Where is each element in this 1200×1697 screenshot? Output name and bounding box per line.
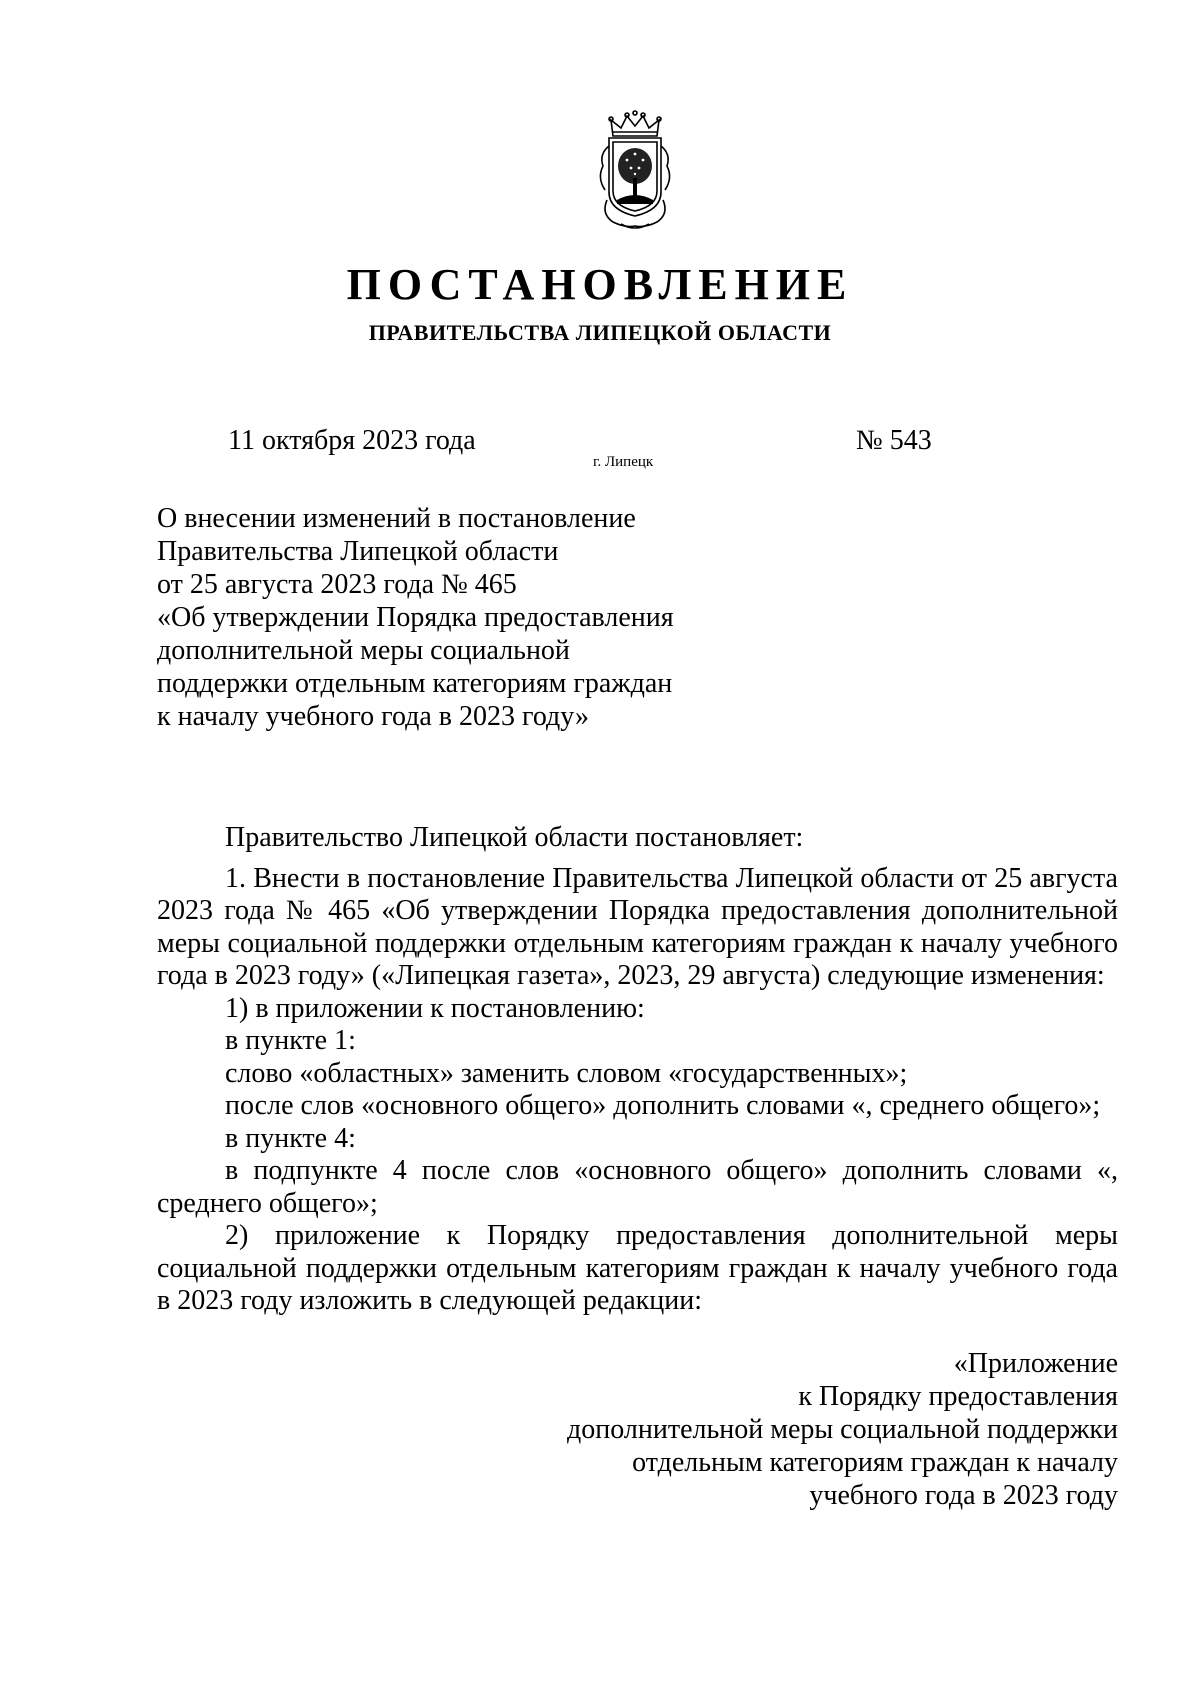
document-title: ПОСТАНОВЛЕНИЕ	[346, 260, 854, 309]
coat-of-arms-icon	[591, 110, 679, 234]
document-city: г. Липецк	[593, 454, 654, 470]
subject-line: О внесении изменений в постановление	[157, 503, 636, 534]
appendix-line: дополнительной меры социальной поддержки	[567, 1414, 1118, 1445]
subject-line: Правительства Липецкой области	[157, 536, 559, 567]
body-paragraph: после слов «основного общего» дополнить словами «, среднего общего»;	[225, 1090, 1101, 1121]
body-paragraph: 1) в приложении к постановлению:	[225, 992, 645, 1024]
appendix-heading	[567, 1347, 1118, 1512]
subject-line: дополнительной меры социальной	[157, 635, 570, 666]
body-paragraph: в пункте 1:	[225, 1025, 356, 1056]
body-paragraph: слово «областных» заменить словом «государственных»;	[225, 1057, 908, 1089]
appendix-line: учебного года в 2023 году	[809, 1480, 1118, 1511]
appendix-line: отдельным категориям граждан к началу	[632, 1447, 1118, 1478]
body-paragraph: 2) приложение к Порядку предоставления дополнительной меры социальной поддержки отдельным категориям граждан к началу учебного года в 2023 году изложить в следующей редакции:	[157, 1220, 1118, 1316]
subject-line: к началу учебного года в 2023 году»	[157, 701, 589, 732]
body-paragraph: в подпункте 4 после слов «основного общего» дополнить словами «, среднего общего»;	[157, 1155, 1118, 1219]
subject-line: поддержки отдельным категориям граждан	[157, 668, 673, 699]
appendix-line: к Порядку предоставления	[798, 1381, 1118, 1412]
document-subject	[157, 502, 674, 733]
body-paragraph: Правительство Липецкой области постановляет:	[225, 822, 804, 853]
body-paragraph: 1. Внести в постановление Правительства Липецкой области от 25 августа 2023 года № 465 «Об утверждении Порядка предоставления дополнительной меры социальной поддержки отдельным категориям граждан к началу учебного года в 2023 году» («Липецкая газета», 2023, 29 августа) следующие изменения:	[157, 862, 1118, 991]
subject-line: «Об утверждении Порядка предоставления	[157, 602, 674, 633]
document-body	[157, 822, 1118, 1318]
document-number: № 543	[856, 425, 932, 456]
subject-line: от 25 августа 2023 года № 465	[157, 569, 517, 600]
appendix-line: «Приложение	[953, 1348, 1118, 1379]
document-subtitle: ПРАВИТЕЛЬСТВА ЛИПЕЦКОЙ ОБЛАСТИ	[368, 320, 832, 345]
body-paragraph: в пункте 4:	[225, 1122, 356, 1154]
document-date: 11 октября 2023 года	[228, 425, 476, 456]
